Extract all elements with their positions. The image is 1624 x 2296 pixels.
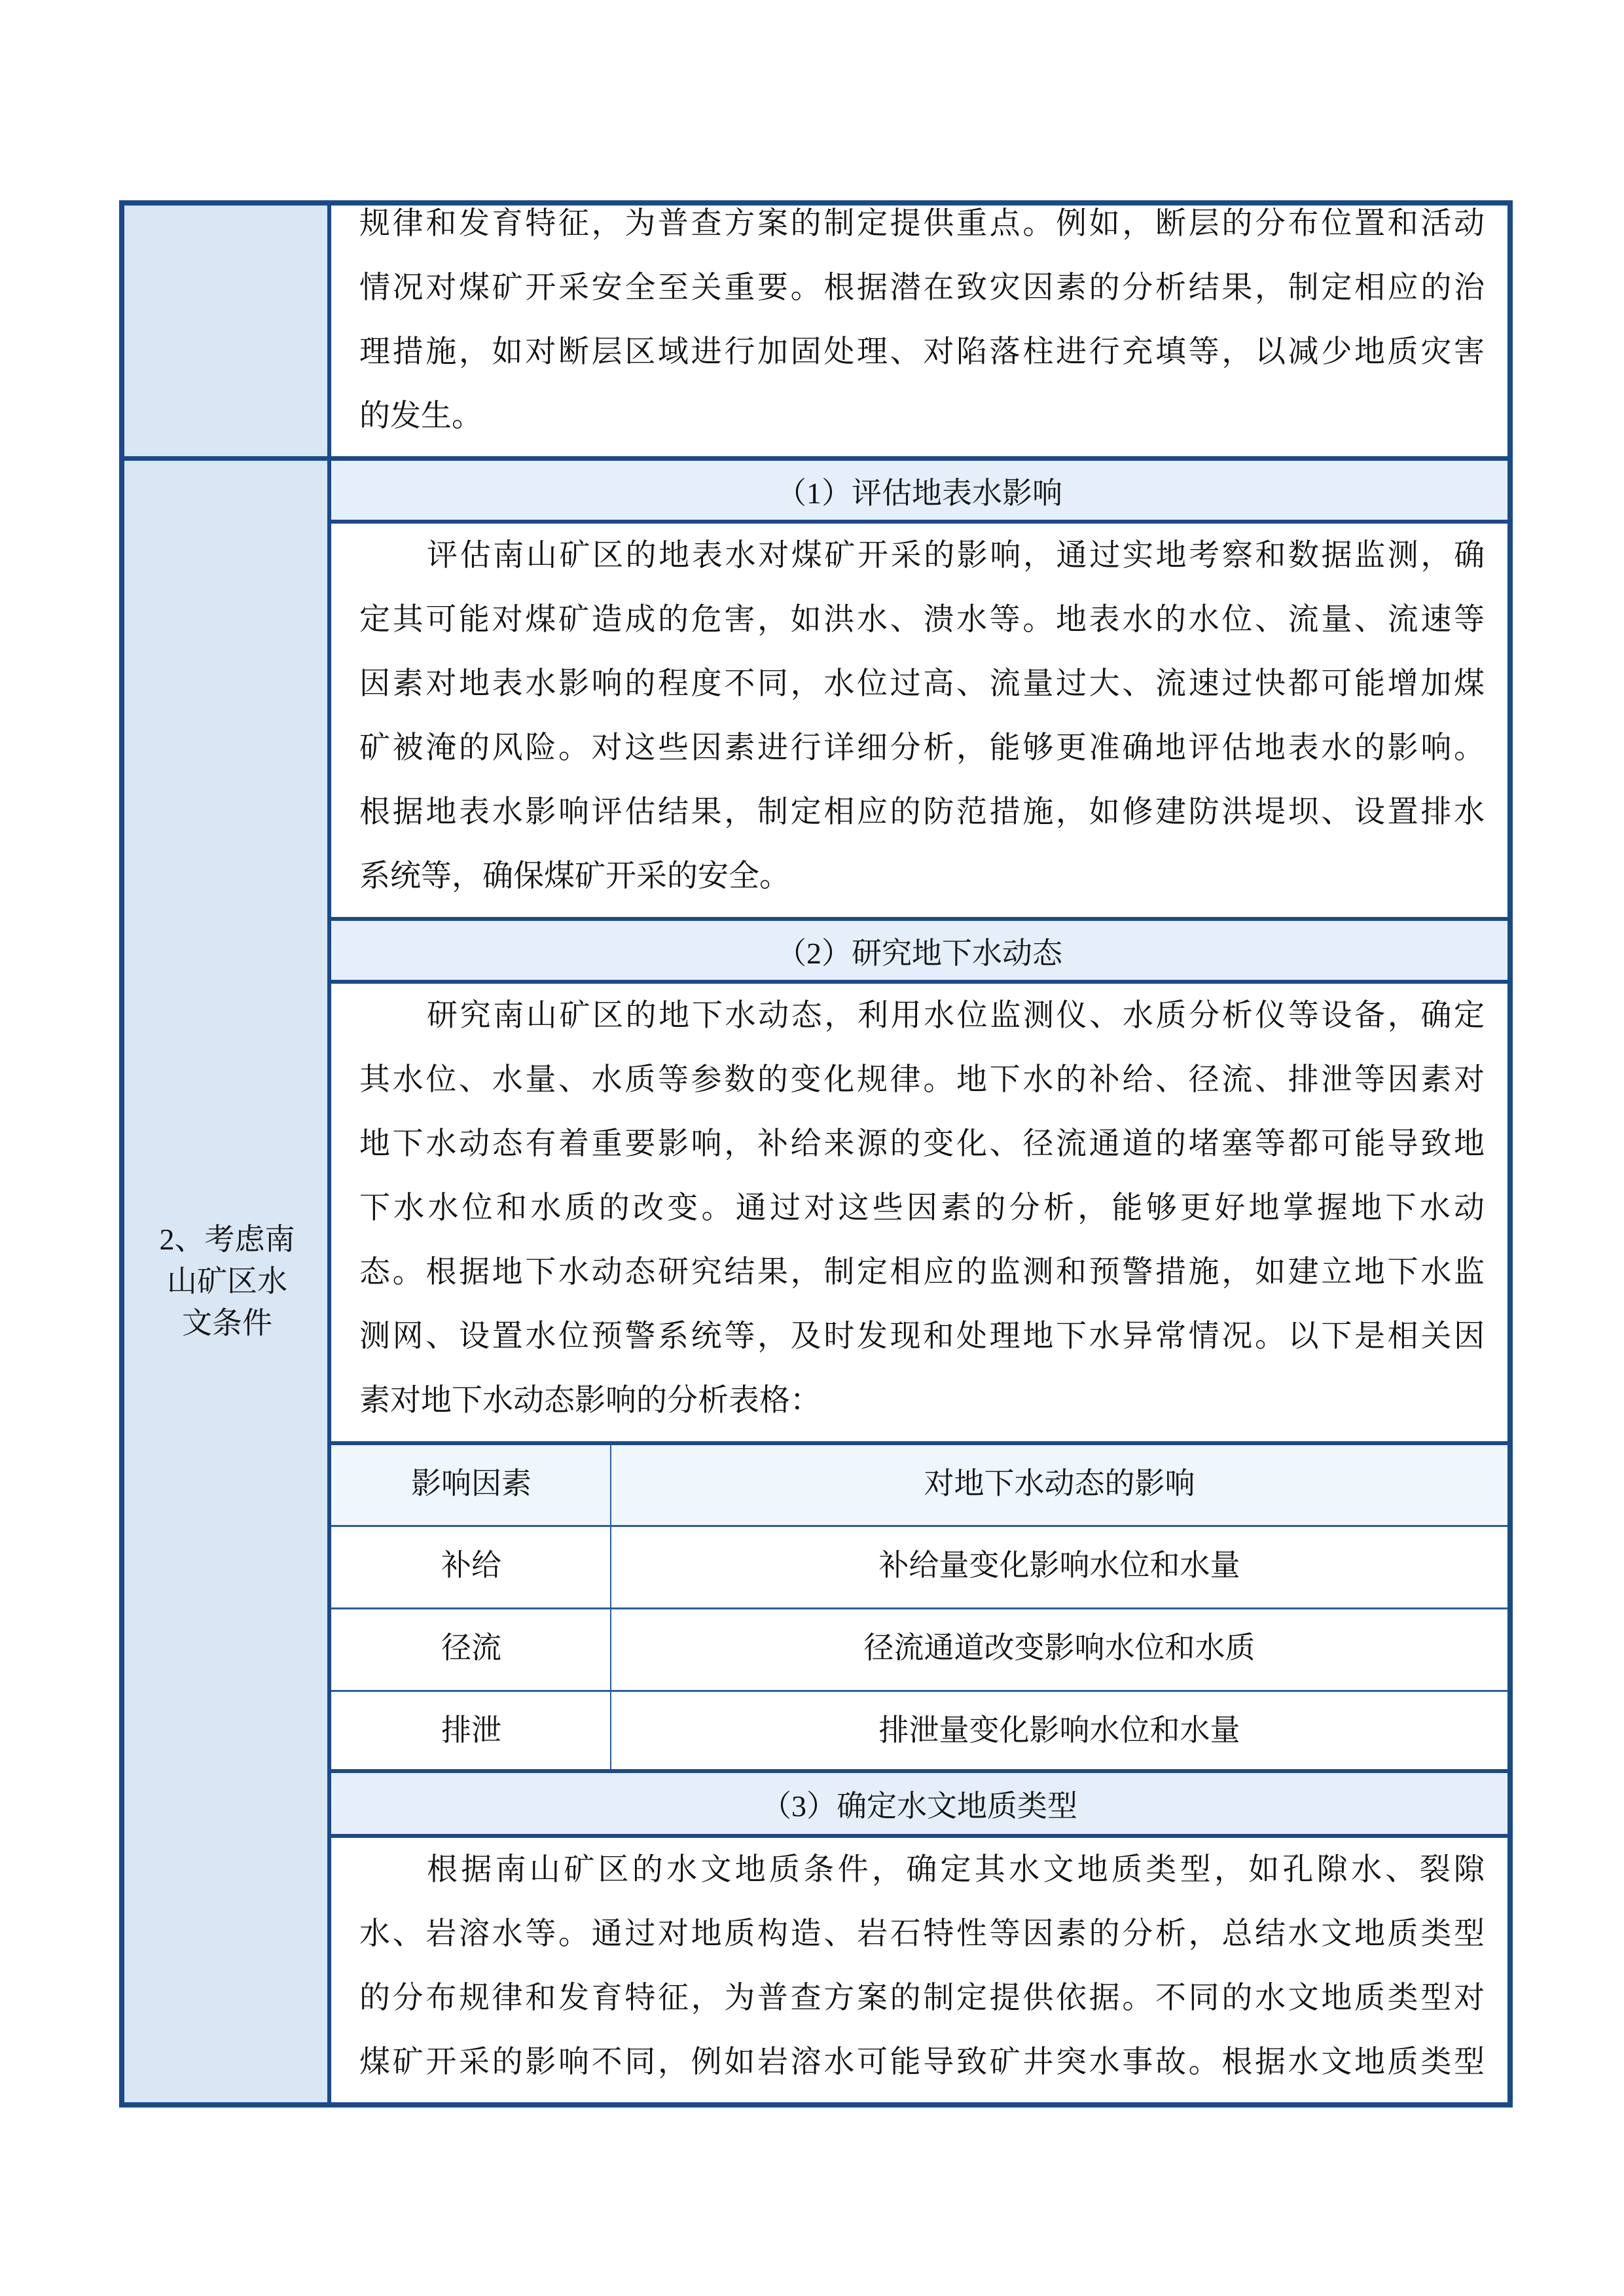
section1-continued-paragraph [359,192,1485,448]
text-line: 的分布规律和发育特征，为普查方案的制定提供依据。不同的水文地质类型对 [359,1981,1485,2015]
text-line: 系统等，确保煤矿开采的安全。 [359,859,790,893]
sub2-paragraph [359,984,1485,1433]
text-line: 规律和发育特征，为普查方案的制定提供重点。例如，断层的分布位置和活动 [359,207,1485,241]
table-cell-factor: 补给 [441,1549,501,1582]
table-cell-factor: 排泄 [441,1713,501,1747]
section2-label [124,1219,330,1344]
text-line: 态。根据地下水动态研究结果，制定相应的监测和预警措施，如建立地下水监 [359,1255,1485,1289]
text-line: 测网、设置水位预警系统等，及时发现和处理地下水异常情况。以下是相关因 [359,1319,1485,1354]
text-line: 其水位、水量、水质等参数的变化规律。地下水的补给、径流、排泄等因素对 [359,1063,1485,1097]
text-line: 理措施，如对断层区域进行加固处理、对陷落柱进行充填等，以减少地质灾害 [359,335,1485,369]
table-header-impact: 对地下水动态的影响 [924,1467,1195,1500]
text-line: 素对地下水动态影响的分析表格： [359,1384,821,1418]
sub3-paragraph [359,1838,1485,2094]
text-line: 研究南山矿区的地下水动态，利用水位监测仪、水质分析仪等设备，确定 [427,999,1485,1033]
subheading-2: （2）研究地下水动态 [331,921,1507,980]
row-divider [119,456,1513,461]
text-line: 下水水位和水质的改变。通过对这些因素的分析，能够更好地掌握地下水动 [359,1191,1485,1225]
sub1-paragraph [359,524,1485,908]
text-line: 评估南山矿区的地表水对煤矿开采的影响，通过实地考察和数据监测，确 [427,539,1485,573]
text-line: 水、岩溶水等。通过对地质构造、岩石特性等因素的分析，总结水文地质类型 [359,1917,1485,1951]
text-line: 的发生。 [359,399,482,433]
text-line: 定其可能对煤矿造成的危害，如洪水、溃水等。地表水的水位、流量、流速等 [359,603,1485,637]
text-line: 矿被淹的风险。对这些因素进行详细分析，能够更准确地评估地表水的影响。 [359,731,1485,765]
text-line: 根据南山矿区的水文地质条件，确定其水文地质类型，如孔隙水、裂隙 [427,1853,1485,1887]
text-line: 根据地表水影响评估结果，制定相应的防范措施，如修建防洪堤坝、设置排水 [359,795,1485,829]
text-line: 煤矿开采的影响不同，例如岩溶水可能导致矿井突水事故。根据水文地质类型 [359,2045,1485,2079]
table-cell-impact: 径流通道改变影响水位和水质 [863,1631,1255,1664]
subheading-1: （1）评估地表水影响 [331,461,1507,521]
table-cell-impact: 排泄量变化影响水位和水量 [878,1713,1240,1747]
table-column-divider [610,1445,611,1770]
table-cell-impact: 补给量变化影响水位和水量 [878,1549,1240,1582]
text-line: 情况对煤矿开采安全至关重要。根据潜在致灾因素的分析结果，制定相应的治 [359,271,1485,305]
table-cell-factor: 径流 [441,1631,501,1664]
table-header-factor: 影响因素 [411,1467,532,1500]
label-line: 2、考虑南 [159,1223,295,1256]
text-line: 地下水动态有着重要影响，补给来源的变化、径流通道的堵塞等都可能导致地 [359,1127,1485,1161]
text-line: 因素对地表水影响的程度不同，水位过高、流量过大、流速过快都可能增加煤 [359,667,1485,701]
subheading-3: （3）确定水文地质类型 [331,1773,1507,1835]
label-line: 山矿区水 [167,1265,287,1298]
label-line: 文条件 [182,1306,272,1340]
